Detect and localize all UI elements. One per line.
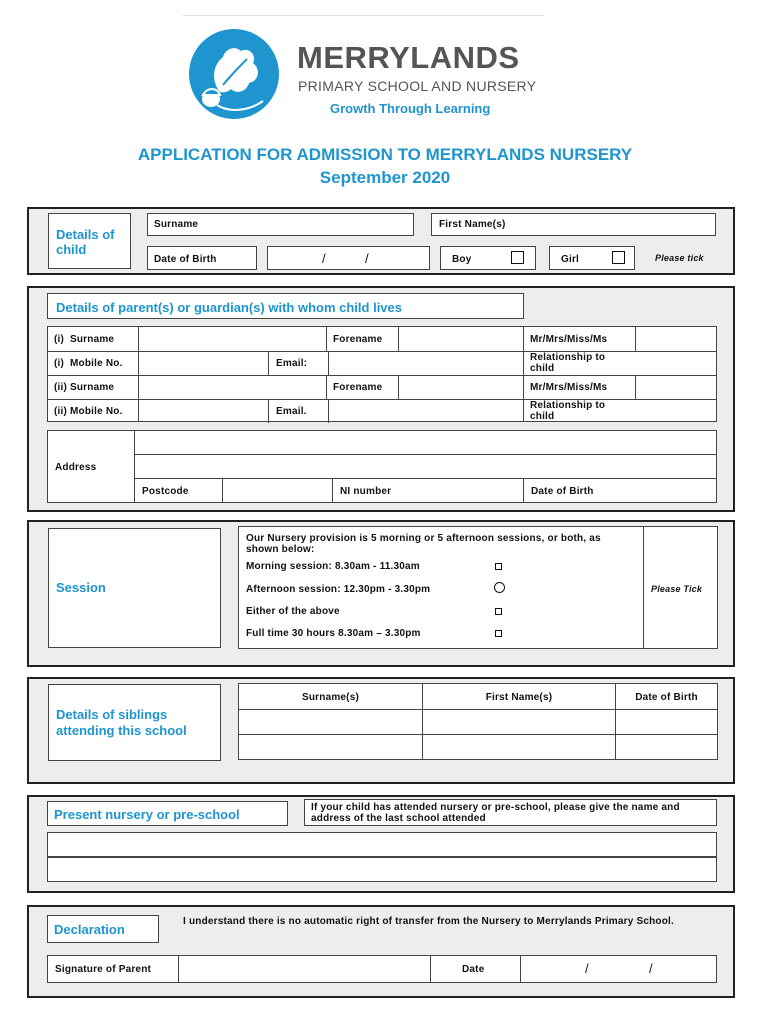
nursery-label: Present nursery or pre-school xyxy=(54,807,240,822)
child-dob-label: Date of Birth xyxy=(154,254,217,265)
nursery-instruction-box xyxy=(304,799,717,826)
parent1-surname-label: (i) Surname xyxy=(54,334,115,345)
dob-sep-2: / xyxy=(365,251,369,266)
declaration-label: Declaration xyxy=(54,922,125,937)
parent-dob-input[interactable] xyxy=(618,479,716,502)
parent1-forename-label: Forename xyxy=(333,334,383,345)
girl-label: Girl xyxy=(561,254,580,265)
session-please-tick: Please Tick xyxy=(651,584,703,594)
parent2-surname-label: (ii) Surname xyxy=(54,382,115,393)
school-logo xyxy=(189,29,279,119)
sibling2-surname-input[interactable] xyxy=(239,735,422,759)
child-firstname-label: First Name(s) xyxy=(439,219,506,230)
parent2-relationship-input[interactable] xyxy=(636,399,716,421)
declaration-section xyxy=(27,905,735,998)
sibling1-surname-input[interactable] xyxy=(239,710,422,734)
parent-dob-label: Date of Birth xyxy=(531,486,594,497)
parent2-forename-input[interactable] xyxy=(399,375,522,399)
form-title: APPLICATION FOR ADMISSION TO MERRYLANDS NURSERY xyxy=(137,145,633,164)
boy-checkbox[interactable] xyxy=(511,251,524,264)
parent1-relationship-label: Relationship to child xyxy=(530,352,606,374)
child-surname-label: Surname xyxy=(154,219,199,230)
declaration-date-label: Date xyxy=(462,964,485,975)
parent1-email-label: Email: xyxy=(276,358,308,369)
form-subtitle: September 2020 xyxy=(319,168,451,187)
session-label: Session xyxy=(56,580,106,595)
date-sep-1: / xyxy=(585,961,589,976)
sibling2-dob-input[interactable] xyxy=(616,735,717,759)
girl-option xyxy=(549,246,635,270)
parent1-mobile-input[interactable] xyxy=(139,351,267,375)
parent1-forename-input[interactable] xyxy=(399,327,522,351)
parent2-relationship-label: Relationship to child xyxy=(530,400,606,422)
siblings-col-surname: Surname(s) xyxy=(301,692,359,703)
child-dob-field[interactable] xyxy=(267,246,430,270)
siblings-col-firstname: First Name(s) xyxy=(485,692,553,703)
session-morning-checkbox[interactable] xyxy=(495,563,502,570)
declaration-statement: I understand there is no automatic right of transfer from the Nursery to Merrylands Primary School. xyxy=(183,916,675,927)
school-motto: Growth Through Learning xyxy=(330,101,491,116)
session-section xyxy=(27,520,735,667)
session-options-box xyxy=(238,526,718,649)
address-block xyxy=(47,430,717,503)
child-dob-label-box xyxy=(147,246,257,270)
session-either-checkbox[interactable] xyxy=(495,608,502,615)
siblings-label: Details of siblings attending this school xyxy=(56,707,187,738)
child-firstname-field[interactable] xyxy=(431,213,716,236)
session-afternoon-radio[interactable] xyxy=(494,582,505,593)
child-section-label-box xyxy=(48,213,131,269)
sibling2-firstname-input[interactable] xyxy=(423,735,615,759)
parent2-forename-label: Forename xyxy=(333,382,383,393)
boy-option xyxy=(440,246,536,270)
parent2-title-input[interactable] xyxy=(636,375,716,399)
school-name: MERRYLANDS xyxy=(297,40,520,75)
nursery-address-input[interactable] xyxy=(47,857,717,882)
parent1-title-label: Mr/Mrs/Miss/Ms xyxy=(530,334,608,345)
parent-section-label-box xyxy=(47,293,524,319)
date-sep-2: / xyxy=(649,961,653,976)
parent1-relationship-input[interactable] xyxy=(636,351,716,375)
siblings-table xyxy=(238,683,718,760)
parent-details-section xyxy=(27,286,735,512)
parent2-email-label: Email. xyxy=(276,406,307,417)
top-divider xyxy=(183,15,543,16)
declaration-label-box xyxy=(47,915,159,943)
signature-label: Signature of Parent xyxy=(55,964,152,975)
session-label-box xyxy=(48,528,221,648)
session-fulltime-checkbox[interactable] xyxy=(495,630,502,637)
parent1-title-input[interactable] xyxy=(636,327,716,351)
girl-checkbox[interactable] xyxy=(612,251,625,264)
siblings-section xyxy=(27,677,735,784)
sibling1-dob-input[interactable] xyxy=(616,710,717,734)
child-section-label: Details of child xyxy=(56,227,115,257)
siblings-label-box xyxy=(48,684,221,761)
session-option-either: Either of the above xyxy=(246,606,340,617)
dob-sep-1: / xyxy=(322,251,326,266)
postcode-input[interactable] xyxy=(223,479,331,502)
postcode-label: Postcode xyxy=(142,486,189,497)
child-please-tick: Please tick xyxy=(655,253,704,263)
nursery-instruction: If your child has attended nursery or pre-school, please give the name and address of the last school attended xyxy=(311,802,680,824)
school-subtitle: PRIMARY SCHOOL AND NURSERY xyxy=(298,78,537,94)
nursery-label-box xyxy=(47,801,288,826)
parent2-email-input[interactable] xyxy=(329,399,522,421)
child-details-section xyxy=(27,207,735,275)
session-option-fulltime: Full time 30 hours 8.30am – 3.30pm xyxy=(246,628,421,639)
session-intro: Our Nursery provision is 5 morning or 5 afternoon sessions, or both, as shown below: xyxy=(246,533,601,555)
session-option-morning: Morning session: 8.30am - 11.30am xyxy=(246,561,420,572)
parent-grid xyxy=(47,326,717,422)
sibling1-firstname-input[interactable] xyxy=(423,710,615,734)
ni-number-input[interactable] xyxy=(428,479,522,502)
signature-row xyxy=(47,955,717,983)
address-line-2[interactable] xyxy=(135,455,716,478)
parent2-mobile-input[interactable] xyxy=(139,399,267,421)
ni-number-label: NI number xyxy=(340,486,392,497)
parent2-mobile-label: (ii) Mobile No. xyxy=(54,406,123,417)
parent-section-label: Details of parent(s) or guardian(s) with whom child lives xyxy=(56,300,402,315)
declaration-date-input[interactable] xyxy=(521,956,716,982)
signature-input[interactable] xyxy=(179,956,429,982)
parent1-email-input[interactable] xyxy=(329,351,522,375)
parent1-surname-input[interactable] xyxy=(139,327,325,351)
child-surname-field[interactable] xyxy=(147,213,414,236)
session-option-afternoon: Afternoon session: 12.30pm - 3.30pm xyxy=(246,584,431,595)
nursery-section xyxy=(27,795,735,893)
nursery-name-input[interactable] xyxy=(47,832,717,857)
siblings-col-dob: Date of Birth xyxy=(635,692,698,703)
address-label: Address xyxy=(55,462,97,473)
boy-label: Boy xyxy=(452,254,472,265)
parent2-title-label: Mr/Mrs/Miss/Ms xyxy=(530,382,608,393)
address-line-1[interactable] xyxy=(135,431,716,454)
parent1-mobile-label: (i) Mobile No. xyxy=(54,358,123,369)
parent2-surname-input[interactable] xyxy=(139,375,325,399)
